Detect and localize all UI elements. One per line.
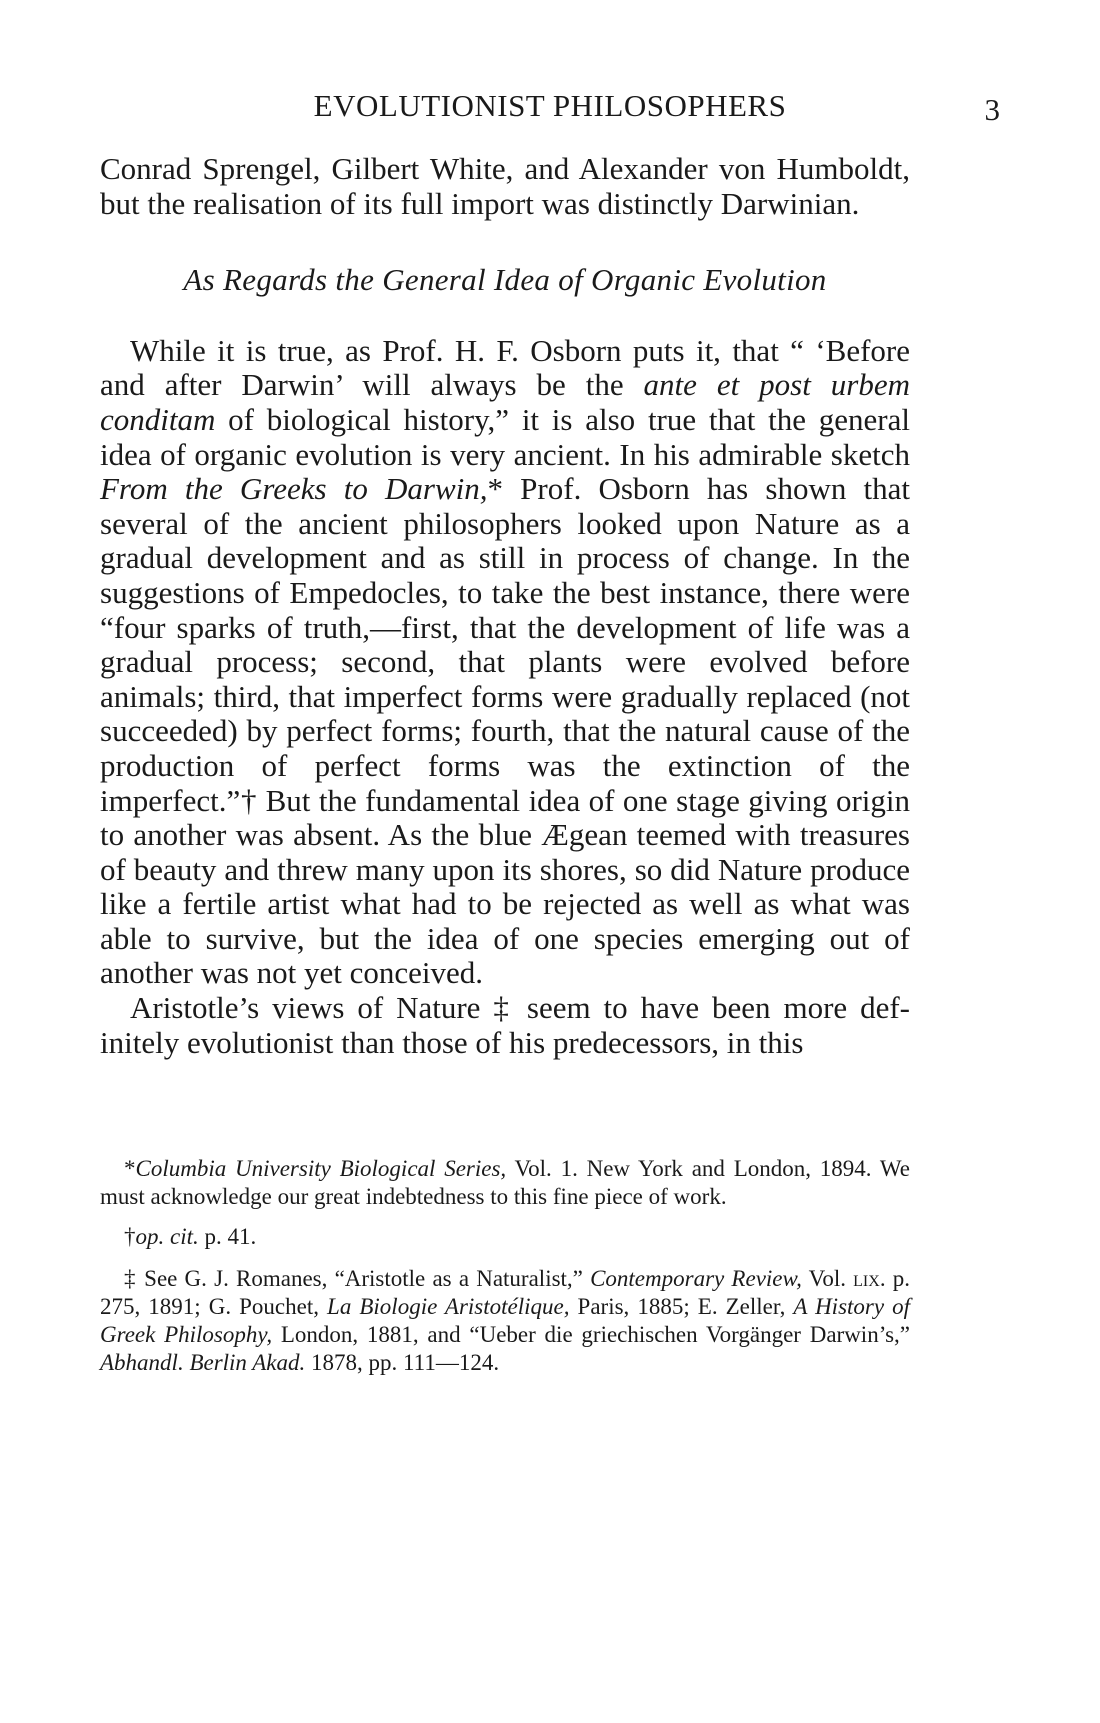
footnote-text: See G. J. Romanes, “Aristotle as a Naturalist,” — [144, 1266, 591, 1291]
footnote-marker: ‡ — [124, 1266, 137, 1291]
footnote-marker: * — [124, 1156, 136, 1181]
footnote-3 — [100, 1265, 910, 1377]
footnote-volume-numeral: lix — [853, 1266, 880, 1291]
paragraph-continuation: Conrad Sprengel, Gilbert White, and Alexander von Humboldt, but the realisation of its full import was distinctly Darwinian. — [100, 151, 910, 221]
paragraph-text: of biological history,” it is also true that the general idea of organic evolution is very ancient. In his admirable sketch — [100, 401, 910, 472]
footnote-text: Paris, 1885; E. Zeller, — [569, 1294, 794, 1319]
footnote-italic: A History of Greek Philosophy, — [100, 1294, 910, 1347]
footnote-italic: La Biologie Aristotélique, — [327, 1294, 570, 1319]
footnote-text: p. 41. — [198, 1224, 257, 1249]
footnote-2 — [100, 1223, 910, 1251]
footnote-text: . p. 275, 1891; G. Pouchet, — [100, 1266, 911, 1319]
footnote-italic: op. cit. — [135, 1224, 199, 1249]
footnote-italic: Abhandl. Berlin Akad. — [100, 1350, 306, 1375]
footnote-italic: Columbia University Biological Series, — [135, 1156, 507, 1181]
page-header — [100, 88, 1000, 138]
footnote-text: Vol. — [801, 1266, 854, 1291]
paragraph-empedocles — [100, 334, 910, 991]
footnote-text: Vol. 1. New York and London, 1894. We must acknowledge our great indebtedness to this fine piece of work. — [100, 1156, 910, 1209]
page-number: 3 — [984, 92, 1000, 127]
paragraph-text: * Prof. Osborn has shown that several of the ancient philosophers looked upon Nature as a gradual development and as still in process of change. In the suggestions of Empedocles, to take the best instance, there were “four sparks of truth,—first, that the development of life was a gradual process; second, that plants were evolved before animals; third, that imperfect forms were gradually replaced (not succeeded) by perfect forms; fourth, that the natural cause of the production of perfect forms was the extinction of the imperfect.”† But the fundamental idea of one stage giving origin to another was absent. As the blue Ægean teemed with treasures of beauty and threw many upon its shores, so did Nature produce like a fertile artist what had to be rejected as well as what was able to survive, but the idea of one species emerging out of another was not yet conceived. — [100, 471, 911, 991]
paragraph-aristotle: Aristotle’s views of Nature ‡ seem to have been more definitely evolutionist than those of his predecessors, in this — [100, 990, 910, 1060]
main-text — [100, 152, 910, 1060]
footnotes — [100, 1155, 910, 1389]
italic-phrase: ante et post urbem conditam — [100, 367, 910, 437]
footnote-marker: † — [124, 1224, 136, 1249]
paragraph-text: While it is true, as Prof. H. F. Osborn puts it, that “ ‘Before and after Darwin’ will always be the — [100, 332, 910, 403]
book-title: From the Greeks to Darwin, — [100, 471, 488, 507]
footnote-1 — [100, 1155, 910, 1211]
footnote-text: 1878, pp. 111—124. — [305, 1350, 500, 1375]
footnote-text: London, 1881, and “Ueber die griechischen Vorgänger Darwin’s,” — [272, 1322, 910, 1347]
footnote-italic: Contemporary Review, — [590, 1266, 802, 1291]
section-subheading: As Regards the General Idea of Organic Evolution — [183, 262, 827, 298]
running-title: EVOLUTIONIST PHILOSOPHERS — [313, 88, 787, 123]
